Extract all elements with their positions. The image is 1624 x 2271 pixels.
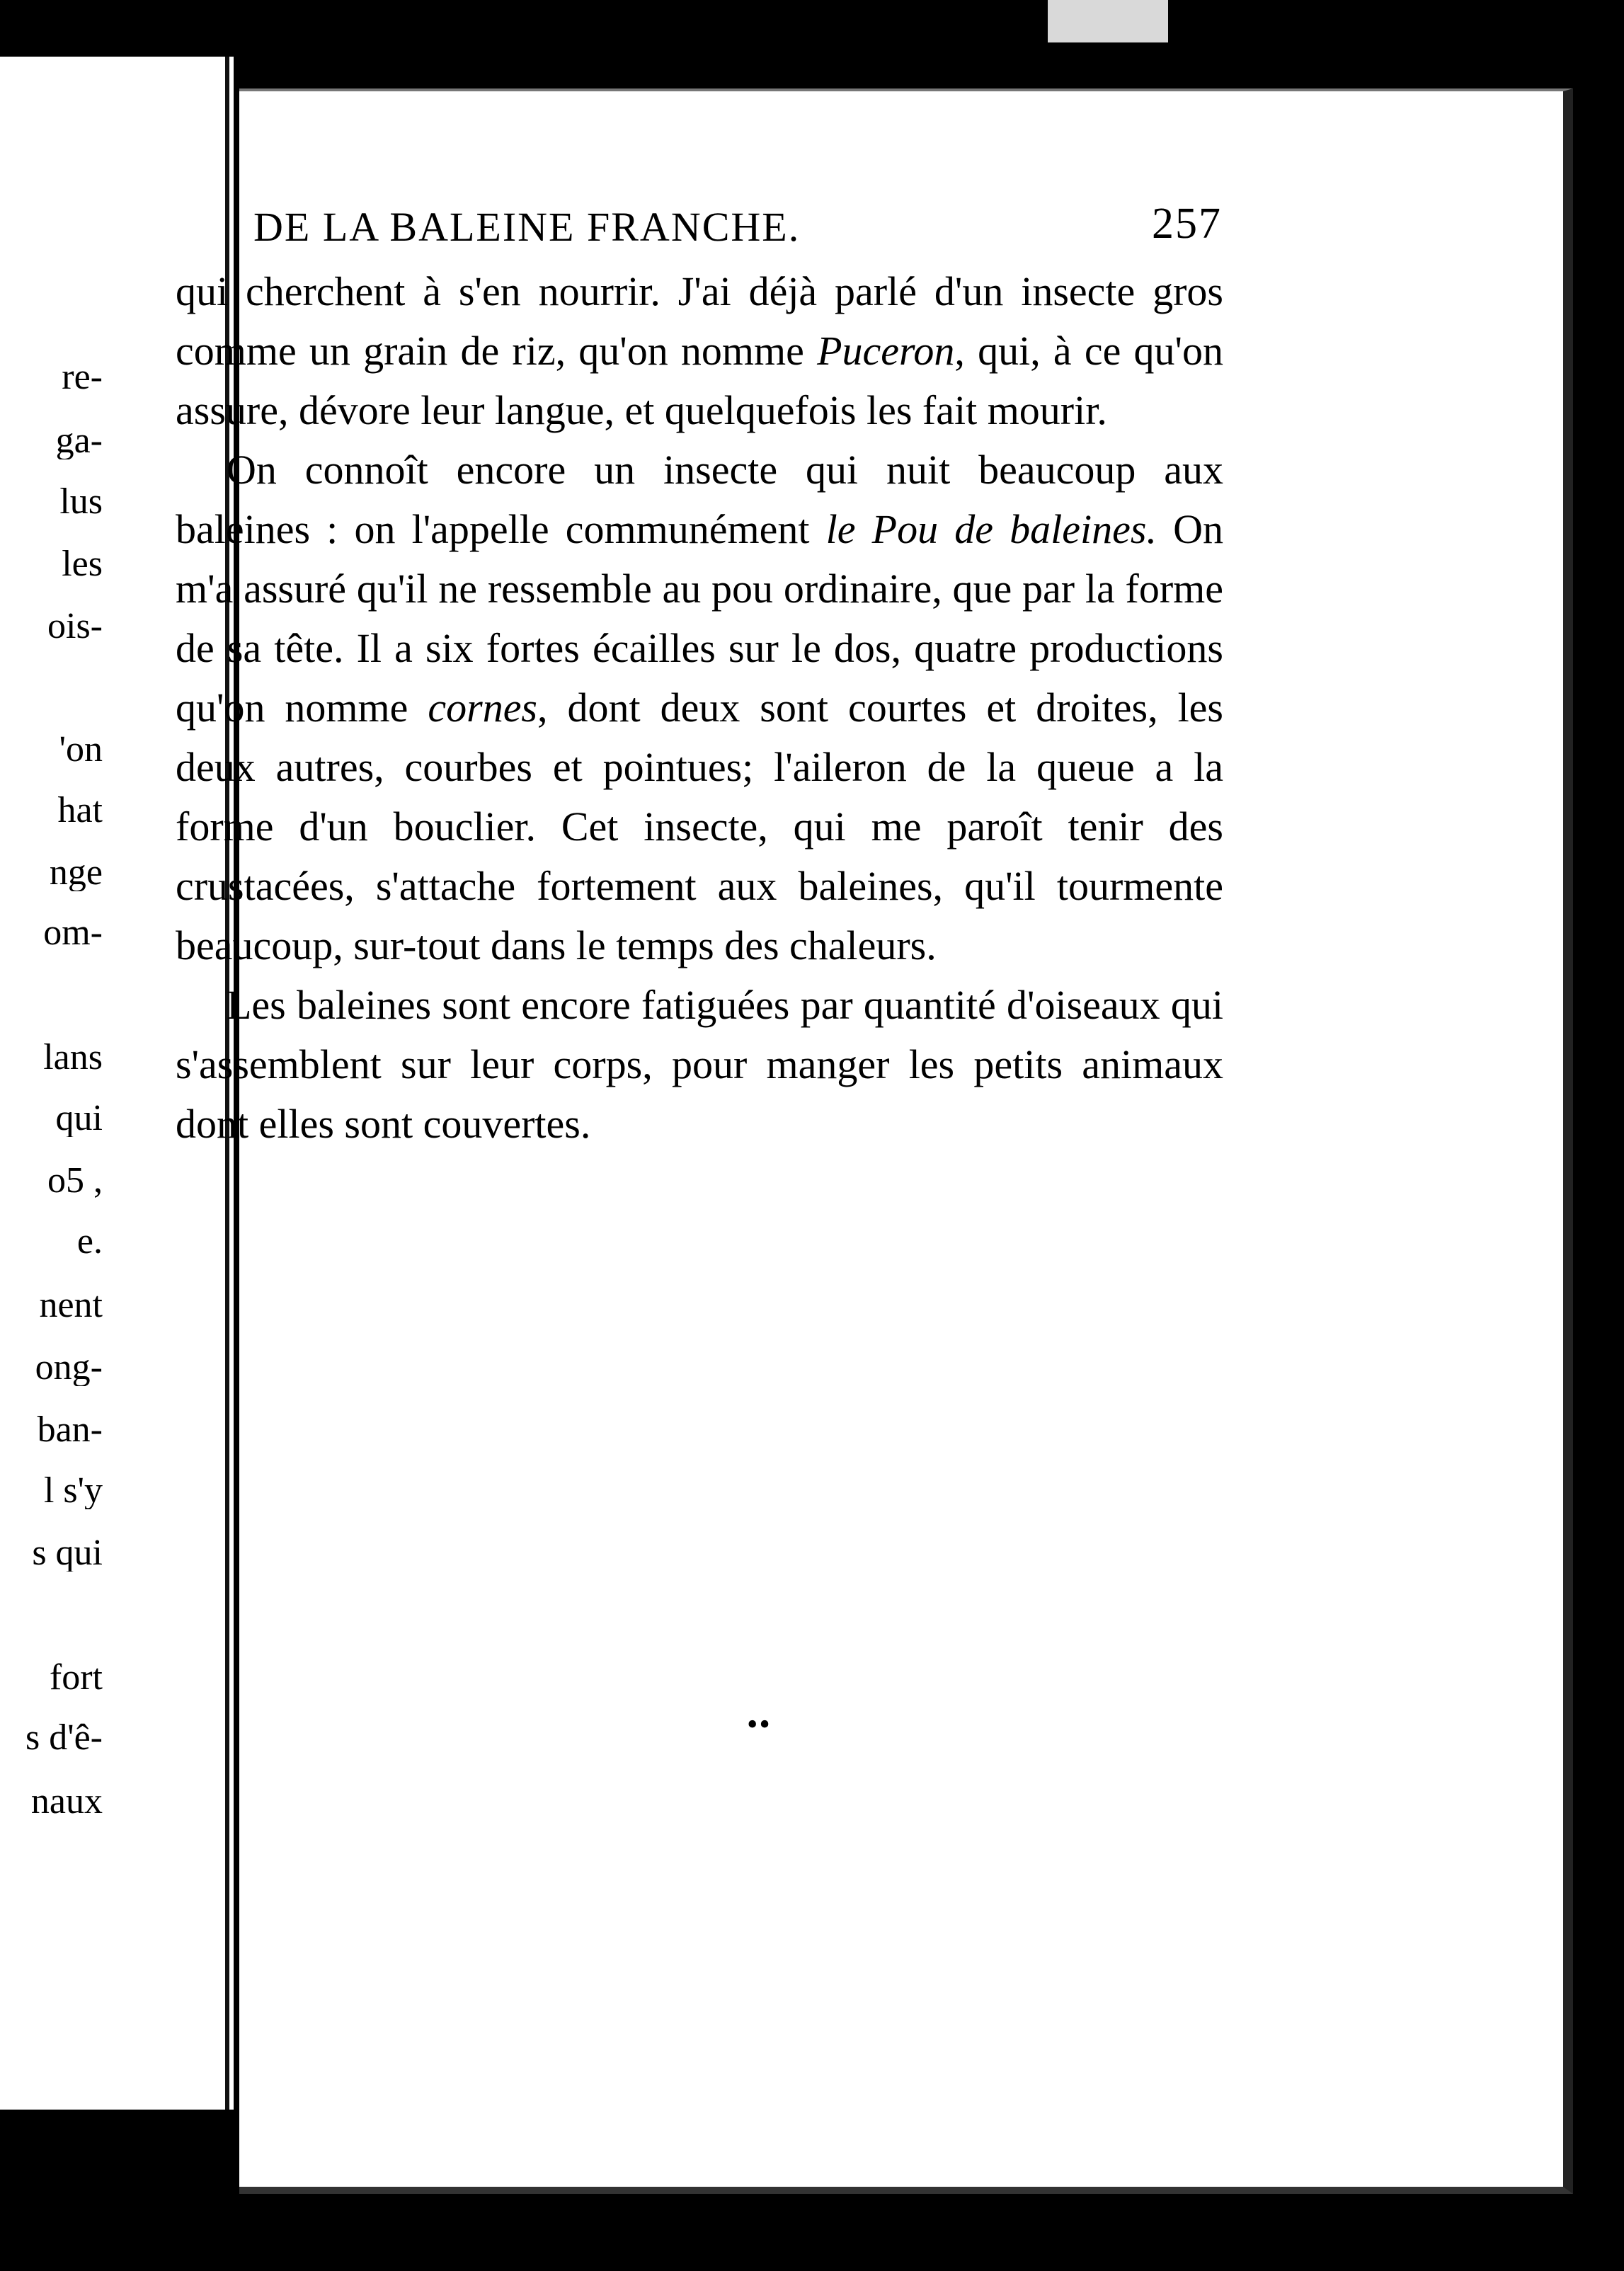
left-page-line: s qui [32,1534,103,1572]
paragraph-3 [176,976,1223,1154]
left-page-line: l s'y [43,1472,103,1509]
left-page-line: hat [57,791,103,829]
left-page-line: ong- [35,1349,103,1386]
left-page-line: e. [76,1223,103,1261]
left-page-line: nge [49,854,103,891]
left-page-line: 'on [59,731,103,768]
left-page-line: om- [43,915,103,952]
body-text [176,262,1223,1154]
left-page-line: lus [59,484,103,521]
text-segment: Les baleines sont encore fatiguées par quantité d'oiseaux qui s'assemblent sur leur corps, pour manger les petits animaux dont elles sont couvertes. [176,982,1223,1147]
italic-term: Puceron [817,328,955,374]
text-segment: qui cherchent à s'en nourrir. J'ai déjà parlé d'un insecte gros comme un grain de riz, qu'on nomme [176,268,1223,374]
text-segment: On m'a assuré qu'il ne ressemble au pou ordinaire, que par la forme de sa tête. Il a six fortes écailles sur le dos, quatre productions qu'on nomme [176,506,1223,731]
page-number: 257 [1152,200,1222,248]
running-head-title: DE LA BALEINE FRANCHE. [253,204,801,250]
left-page-line: ga- [55,423,103,460]
text-segment: , dont deux sont courtes et droites, les deux autres, courbes et pointues; l'aileron de la queue a la forme d'un bouclier. Cet insecte, qui me paroît tenir des crustacées, s'attache fortement aux baleines, qu'il tourmente beaucoup, sur-tout dans le temps des chaleurs. [176,685,1223,968]
left-page-line: ban- [37,1411,103,1448]
paragraph-1 [176,262,1223,440]
left-page-line: naux [30,1783,103,1821]
left-page-line: s d'ê- [25,1720,103,1757]
italic-term: le Pou de baleines. [825,506,1157,552]
italic-term: cornes [428,685,538,731]
left-page-line: nent [39,1287,103,1324]
text-segment: On connoît encore un insecte qui nuit beaucoup aux baleines : on l'appelle communément [176,447,1223,552]
left-page-line: lans [43,1039,103,1077]
left-page-line: fort [49,1659,103,1696]
left-page-line: ois- [47,607,103,645]
torn-paper-scrap [1048,0,1168,42]
paragraph-2 [176,440,1223,976]
left-page-line: re- [62,359,103,396]
left-page-line: qui [55,1100,103,1138]
text-segment: , qui, à ce qu'on assure, dévore leur langue, et quelquefois les fait mourir. [176,328,1223,433]
left-page-line: les [62,545,103,583]
signature-mark: •• [747,1707,772,1741]
left-page-line: o5 , [47,1162,103,1200]
